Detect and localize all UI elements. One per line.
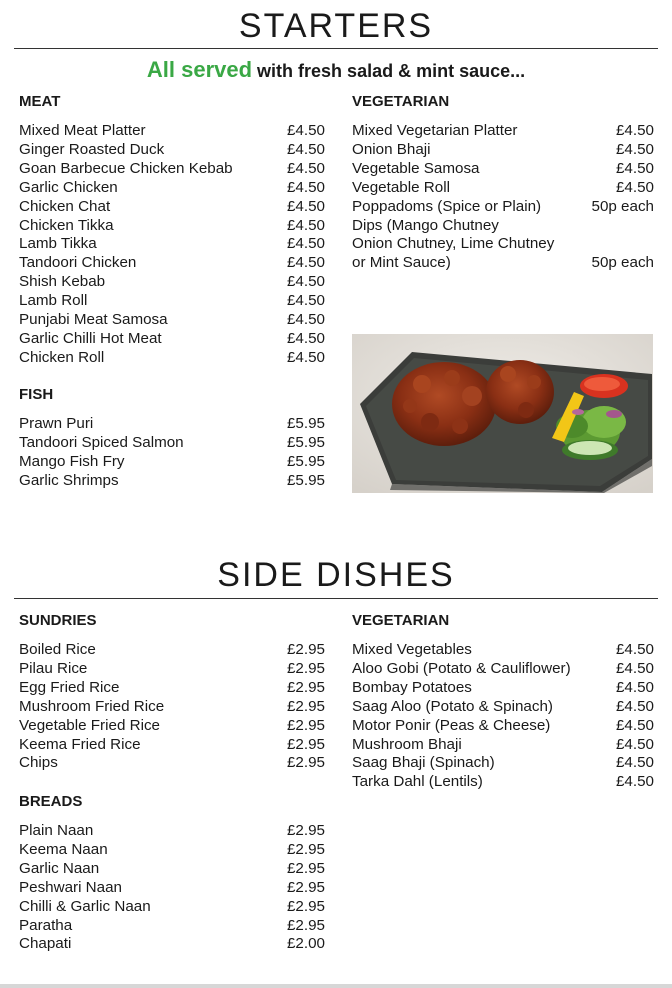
tagline-highlight: All served [146, 57, 253, 82]
menu-item-price: £2.95 [286, 916, 325, 934]
menu-item [19, 879, 325, 898]
meat-heading: MEAT [19, 93, 61, 110]
menu-item-price: £4.50 [286, 273, 325, 291]
menu-item-price: £2.95 [286, 754, 325, 772]
menu-item-price: 50p each [591, 197, 654, 215]
menu-item [19, 841, 325, 860]
breads-section [19, 792, 325, 954]
side-dishes-divider [14, 598, 658, 599]
menu-item-name: Aloo Gobi (Potato & Cauliflower) [352, 659, 571, 677]
menu-item-name: Garlic Shrimps [19, 471, 119, 489]
sundries-list [19, 641, 325, 773]
menu-item [19, 679, 325, 698]
menu-item [352, 179, 654, 198]
menu-item-name: Mango Fish Fry [19, 452, 125, 470]
starters-divider [14, 48, 658, 49]
menu-item-name: Tandoori Spiced Salmon [19, 433, 184, 451]
menu-item [352, 736, 654, 755]
menu-item-price: £4.50 [286, 197, 325, 215]
meat-section [19, 92, 325, 368]
menu-item [19, 311, 325, 330]
menu-item-price: £4.50 [615, 159, 654, 177]
menu-item-name: Mixed Vegetables [352, 641, 472, 658]
menu-item [19, 917, 325, 936]
menu-item-name: Bombay Potatoes [352, 678, 472, 696]
menu-item-price: £2.95 [286, 878, 325, 896]
menu-item [19, 292, 325, 311]
menu-item-name: Keema Fried Rice [19, 735, 141, 753]
menu-item [19, 198, 325, 217]
menu-item-name: Prawn Puri [19, 415, 94, 432]
bhaji-left [392, 362, 496, 446]
menu-item [352, 254, 654, 273]
menu-item [352, 198, 654, 217]
menu-item-name: Tandoori Chicken [19, 254, 137, 272]
fish-list [19, 415, 325, 491]
menu-item [352, 160, 654, 179]
menu-item-price: £4.50 [615, 659, 654, 677]
menu-item-name: Onion Bhaji [352, 140, 431, 158]
menu-item [19, 217, 325, 236]
menu-item-name: Chips [19, 754, 58, 772]
menu-item [352, 698, 654, 717]
menu-item-name: Paratha [19, 916, 73, 934]
menu-item [19, 415, 325, 434]
menu-item [19, 754, 325, 773]
menu-item-name: Chapati [19, 935, 72, 953]
menu-item-price: £4.50 [286, 311, 325, 329]
menu-item-price: £4.50 [615, 140, 654, 158]
menu-item [19, 453, 325, 472]
menu-item [19, 898, 325, 917]
menu-item-name: Garlic Naan [19, 859, 100, 877]
menu-item-price: £2.95 [286, 678, 325, 696]
menu-item-name: Plain Naan [19, 822, 94, 839]
menu-item-price: £4.50 [615, 641, 654, 658]
menu-item-name: Garlic Chicken [19, 178, 118, 196]
menu-item-name: Dips (Mango Chutney [352, 216, 499, 234]
menu-item-price: £4.50 [615, 735, 654, 753]
menu-item-name: Mushroom Bhaji [352, 735, 462, 753]
menu-item-name: Mixed Meat Platter [19, 122, 146, 139]
menu-item-price: £4.50 [286, 122, 325, 139]
menu-item-name: Poppadoms (Spice or Plain) [352, 197, 542, 215]
menu-item-name: Saag Aloo (Potato & Spinach) [352, 697, 553, 715]
menu-item-price: £4.50 [615, 178, 654, 196]
starters-vegetarian-section [352, 92, 654, 273]
menu-item-name: Egg Fried Rice [19, 678, 120, 696]
menu-item [19, 434, 325, 453]
menu-item-name: Chicken Tikka [19, 216, 114, 234]
menu-item [19, 273, 325, 292]
menu-item [352, 660, 654, 679]
menu-item-name: Motor Ponir (Peas & Cheese) [352, 716, 551, 734]
breads-heading: BREADS [19, 793, 83, 810]
menu-item [352, 641, 654, 660]
menu-item-name: Punjabi Meat Samosa [19, 311, 168, 329]
sundries-section [19, 611, 325, 773]
menu-item-price: £2.95 [286, 859, 325, 877]
menu-item-price: £4.50 [615, 716, 654, 734]
menu-item-name: Mixed Vegetarian Platter [352, 122, 518, 139]
menu-item-name: Peshwari Naan [19, 878, 122, 896]
menu-item [352, 717, 654, 736]
menu-item [352, 141, 654, 160]
menu-item-name: Saag Bhaji (Spinach) [352, 754, 495, 772]
menu-item [19, 349, 325, 368]
starters-tagline [0, 56, 672, 85]
onion-bhaji-plate-photo [352, 334, 653, 493]
starters-vegetarian-heading: VEGETARIAN [352, 93, 450, 110]
fish-section [19, 385, 325, 491]
menu-item-name: or Mint Sauce) [352, 254, 451, 272]
menu-item-price: 50p each [591, 254, 654, 272]
menu-item-price: £4.50 [615, 678, 654, 696]
menu-item-price: £2.95 [286, 716, 325, 734]
starters-vegetarian-list [352, 122, 654, 273]
menu-item-name: Chilli & Garlic Naan [19, 897, 151, 915]
menu-item [19, 160, 325, 179]
menu-item-name: Vegetable Fried Rice [19, 716, 160, 734]
menu-item-price: £4.50 [615, 697, 654, 715]
menu-item [19, 822, 325, 841]
menu-item-price: £2.00 [286, 935, 325, 953]
menu-item-name: Garlic Chilli Hot Meat [19, 329, 162, 347]
menu-item [19, 235, 325, 254]
meat-list [19, 122, 325, 368]
menu-item-name: Ginger Roasted Duck [19, 140, 165, 158]
menu-item-price: £2.95 [286, 840, 325, 858]
menu-item [352, 235, 654, 254]
menu-item-price: £2.95 [286, 735, 325, 753]
menu-item-price: £4.50 [615, 754, 654, 772]
menu-item-price: £2.95 [286, 659, 325, 677]
menu-item-price: £2.95 [286, 822, 325, 839]
menu-item [19, 860, 325, 879]
menu-item [19, 660, 325, 679]
menu-item-price: £4.50 [286, 235, 325, 253]
menu-item [19, 254, 325, 273]
menu-item [19, 736, 325, 755]
menu-item-name: Chicken Roll [19, 348, 105, 366]
menu-item-price: £4.50 [286, 292, 325, 310]
sundries-heading: SUNDRIES [19, 612, 97, 629]
menu-item-name: Chicken Chat [19, 197, 111, 215]
menu-item-name: Tarka Dahl (Lentils) [352, 773, 483, 791]
menu-item-name: Shish Kebab [19, 273, 106, 291]
menu-item-price: £4.50 [286, 254, 325, 272]
menu-item-price: £4.50 [286, 178, 325, 196]
menu-item-price: £4.50 [615, 122, 654, 139]
fish-heading: FISH [19, 386, 54, 403]
tagline-text: with fresh salad & mint sauce... [252, 61, 526, 81]
menu-item-price: £4.50 [286, 329, 325, 347]
menu-item [19, 717, 325, 736]
bottom-border [0, 984, 672, 988]
breads-list [19, 822, 325, 954]
menu-item [352, 679, 654, 698]
menu-item-name: Lamb Tikka [19, 235, 97, 253]
menu-item [352, 754, 654, 773]
menu-item-price: £4.50 [286, 140, 325, 158]
menu-item-price: £4.50 [615, 773, 654, 791]
menu-item [19, 641, 325, 660]
starters-title: STARTERS [238, 7, 434, 45]
menu-item [19, 141, 325, 160]
menu-item-price: £2.95 [286, 641, 325, 658]
menu-item-name: Vegetable Samosa [352, 159, 480, 177]
menu-item-price: £4.50 [286, 348, 325, 366]
menu-item-name: Vegetable Roll [352, 178, 450, 196]
menu-item [19, 179, 325, 198]
menu-item [19, 122, 325, 141]
menu-item [19, 935, 325, 954]
menu-item [19, 472, 325, 491]
sides-vegetarian-list [352, 641, 654, 792]
menu-item-name: Boiled Rice [19, 641, 96, 658]
menu-item-price: £5.95 [286, 415, 325, 432]
menu-item-price: £5.95 [286, 471, 325, 489]
menu-item [352, 773, 654, 792]
menu-item-price: £5.95 [286, 433, 325, 451]
menu-item-name: Lamb Roll [19, 292, 88, 310]
menu-item [352, 122, 654, 141]
menu-item-price: £5.95 [286, 452, 325, 470]
menu-item-name: Keema Naan [19, 840, 108, 858]
menu-item [352, 217, 654, 236]
menu-item-price: £4.50 [286, 216, 325, 234]
menu-item-name: Goan Barbecue Chicken Kebab [19, 159, 233, 177]
sides-vegetarian-section [352, 611, 654, 792]
menu-item [19, 698, 325, 717]
menu-item-price: £4.50 [286, 159, 325, 177]
menu-item-price: £2.95 [286, 897, 325, 915]
menu-item-price: £2.95 [286, 697, 325, 715]
menu-item [19, 330, 325, 349]
menu-item-name: Onion Chutney, Lime Chutney [352, 235, 555, 253]
bhaji-right [486, 360, 554, 424]
sides-vegetarian-heading: VEGETARIAN [352, 612, 450, 629]
side-dishes-title: SIDE DISHES [217, 556, 455, 594]
menu-item-name: Mushroom Fried Rice [19, 697, 165, 715]
menu-item-name: Pilau Rice [19, 659, 88, 677]
